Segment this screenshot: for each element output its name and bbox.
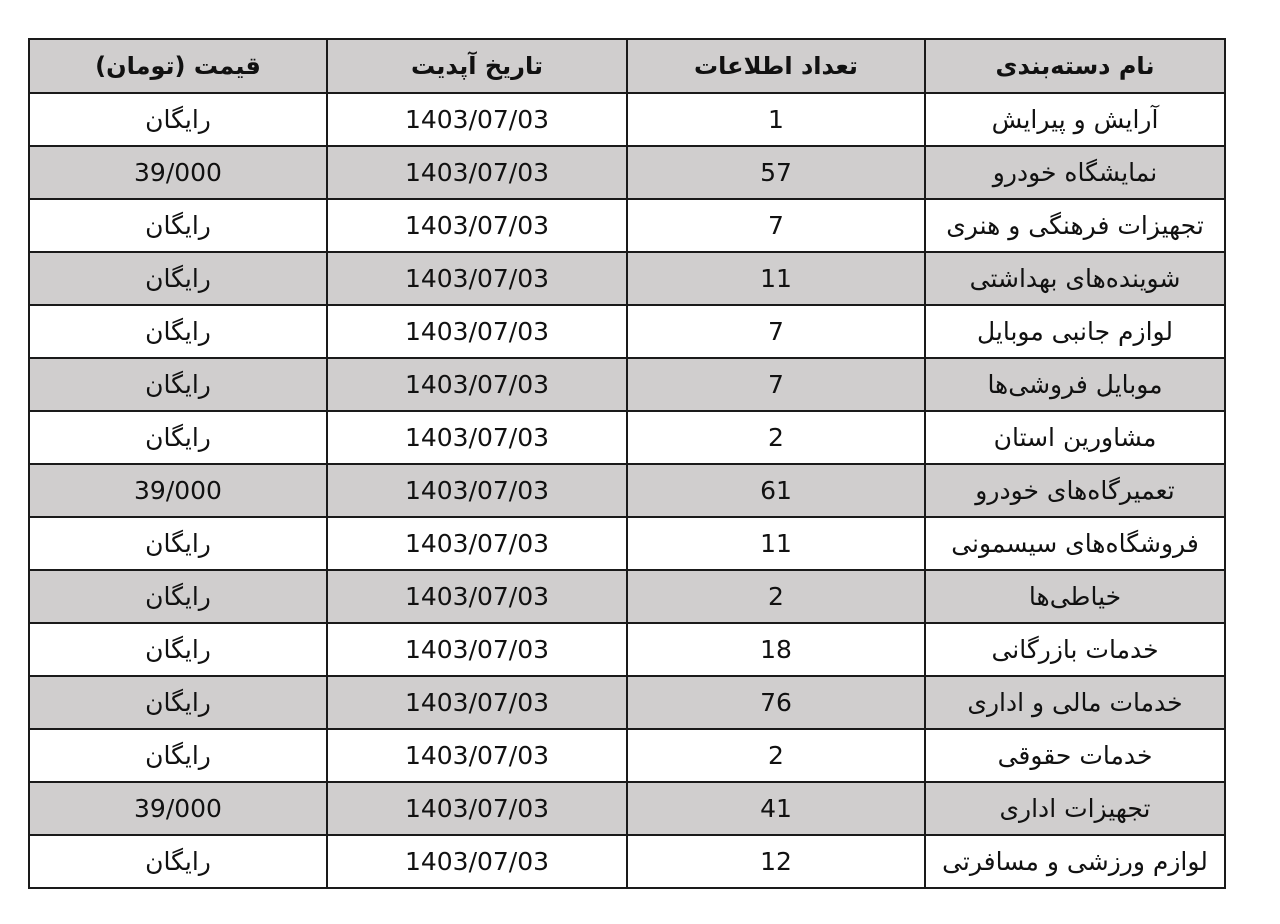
table-row xyxy=(29,782,1225,835)
price-cell: رایگان xyxy=(29,199,327,252)
category-name-cell: لوازم ورزشی و مسافرتی xyxy=(925,835,1225,888)
price-cell: رایگان xyxy=(29,729,327,782)
price-cell: رایگان xyxy=(29,93,327,146)
header-update-date: تاریخ آپدیت xyxy=(327,39,627,93)
category-name-cell: خدمات بازرگانی xyxy=(925,623,1225,676)
update-date-cell: 1403/07/03 xyxy=(327,782,627,835)
update-date-cell: 1403/07/03 xyxy=(327,464,627,517)
category-name-cell: مشاورین استان xyxy=(925,411,1225,464)
category-name-cell: خدمات حقوقی xyxy=(925,729,1225,782)
record-count-cell: 57 xyxy=(627,146,925,199)
record-count-cell: 41 xyxy=(627,782,925,835)
table-header-row xyxy=(29,39,1225,93)
record-count-cell: 1 xyxy=(627,93,925,146)
table-row xyxy=(29,146,1225,199)
category-name-cell: شوینده‌های بهداشتی xyxy=(925,252,1225,305)
update-date-cell: 1403/07/03 xyxy=(327,93,627,146)
record-count-cell: 2 xyxy=(627,729,925,782)
category-name-cell: خیاطی‌ها xyxy=(925,570,1225,623)
price-cell: رایگان xyxy=(29,358,327,411)
update-date-cell: 1403/07/03 xyxy=(327,411,627,464)
price-cell: رایگان xyxy=(29,411,327,464)
record-count-cell: 11 xyxy=(627,252,925,305)
table-row xyxy=(29,676,1225,729)
table-row xyxy=(29,623,1225,676)
update-date-cell: 1403/07/03 xyxy=(327,358,627,411)
category-name-cell: لوازم جانبی موبایل xyxy=(925,305,1225,358)
table-row xyxy=(29,570,1225,623)
table-row xyxy=(29,835,1225,888)
price-cell: رایگان xyxy=(29,305,327,358)
table-row xyxy=(29,358,1225,411)
price-cell: رایگان xyxy=(29,570,327,623)
update-date-cell: 1403/07/03 xyxy=(327,199,627,252)
record-count-cell: 7 xyxy=(627,305,925,358)
price-cell: رایگان xyxy=(29,623,327,676)
record-count-cell: 7 xyxy=(627,199,925,252)
category-name-cell: موبایل فروشی‌ها xyxy=(925,358,1225,411)
record-count-cell: 2 xyxy=(627,570,925,623)
category-name-cell: تجهیزات اداری xyxy=(925,782,1225,835)
table-row xyxy=(29,464,1225,517)
category-name-cell: خدمات مالی و اداری xyxy=(925,676,1225,729)
price-cell: رایگان xyxy=(29,252,327,305)
header-record-count: تعداد اطلاعات xyxy=(627,39,925,93)
table-row xyxy=(29,199,1225,252)
category-name-cell: فروشگاه‌های سیسمونی xyxy=(925,517,1225,570)
category-name-cell: نمایشگاه خودرو xyxy=(925,146,1225,199)
table-body xyxy=(29,93,1225,888)
record-count-cell: 7 xyxy=(627,358,925,411)
update-date-cell: 1403/07/03 xyxy=(327,517,627,570)
table-row xyxy=(29,517,1225,570)
record-count-cell: 12 xyxy=(627,835,925,888)
category-name-cell: آرایش و پیرایش xyxy=(925,93,1225,146)
price-table xyxy=(28,38,1226,889)
table-row xyxy=(29,729,1225,782)
header-category-name: نام دسته‌بندی xyxy=(925,39,1225,93)
record-count-cell: 76 xyxy=(627,676,925,729)
price-cell: 39/000 xyxy=(29,146,327,199)
update-date-cell: 1403/07/03 xyxy=(327,305,627,358)
record-count-cell: 61 xyxy=(627,464,925,517)
category-name-cell: تعمیرگاه‌های خودرو xyxy=(925,464,1225,517)
record-count-cell: 2 xyxy=(627,411,925,464)
category-name-cell: تجهیزات فرهنگی و هنری xyxy=(925,199,1225,252)
table-row xyxy=(29,93,1225,146)
table-row xyxy=(29,411,1225,464)
update-date-cell: 1403/07/03 xyxy=(327,729,627,782)
update-date-cell: 1403/07/03 xyxy=(327,835,627,888)
table-row xyxy=(29,305,1225,358)
update-date-cell: 1403/07/03 xyxy=(327,676,627,729)
price-cell: 39/000 xyxy=(29,464,327,517)
record-count-cell: 11 xyxy=(627,517,925,570)
price-cell: رایگان xyxy=(29,676,327,729)
price-cell: 39/000 xyxy=(29,782,327,835)
price-cell: رایگان xyxy=(29,835,327,888)
update-date-cell: 1403/07/03 xyxy=(327,252,627,305)
price-cell: رایگان xyxy=(29,517,327,570)
price-table-container xyxy=(28,38,1224,889)
table-row xyxy=(29,252,1225,305)
record-count-cell: 18 xyxy=(627,623,925,676)
update-date-cell: 1403/07/03 xyxy=(327,146,627,199)
update-date-cell: 1403/07/03 xyxy=(327,623,627,676)
header-price: قیمت (تومان) xyxy=(29,39,327,93)
update-date-cell: 1403/07/03 xyxy=(327,570,627,623)
